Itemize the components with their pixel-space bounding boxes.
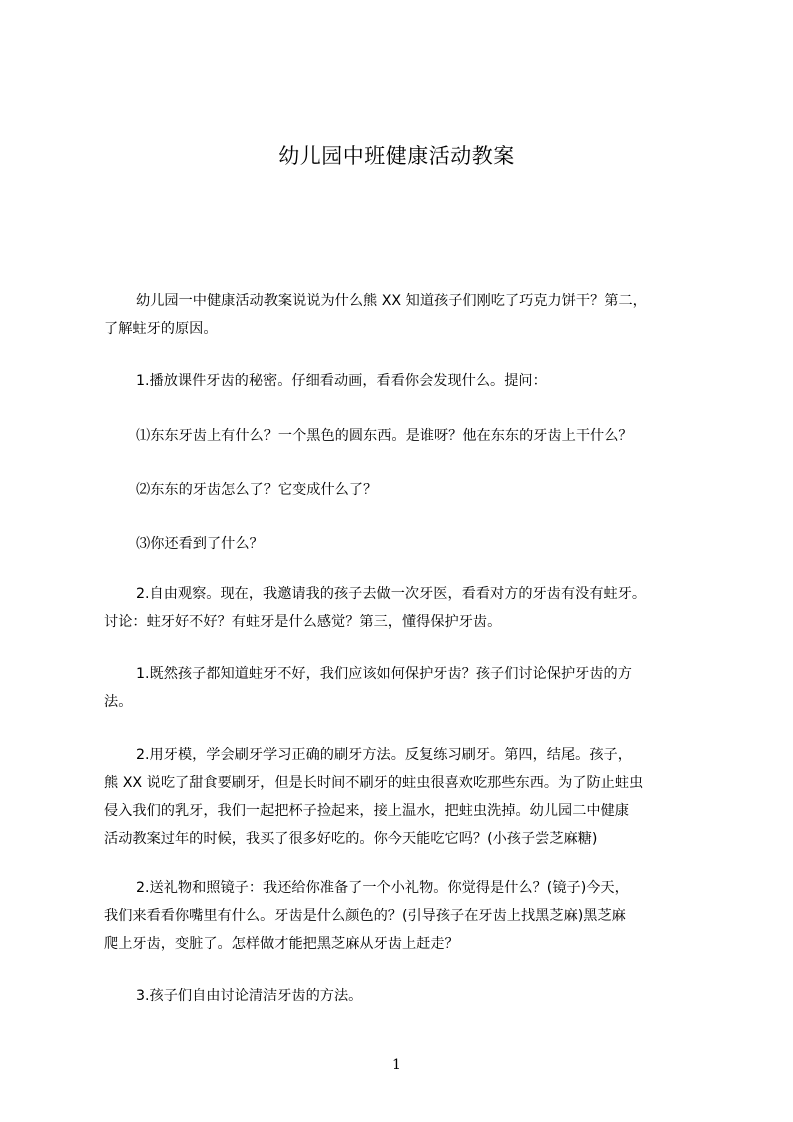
paragraph: [104, 741, 704, 853]
paragraph-line: 我们来看看你嘴里有什么。牙齿是什么颜色的？(引导孩子在牙齿上找黑芝麻)黑芝麻: [104, 908, 626, 924]
paragraph: [104, 287, 704, 343]
paragraph-line: 2.送礼物和照镜子：我还给你准备了一个小礼物。你觉得是什么？(镜子)今天，: [136, 880, 629, 896]
paragraph: [104, 660, 704, 716]
paragraph: [104, 476, 704, 504]
page-number: 1: [392, 1057, 401, 1073]
paragraph: [104, 982, 704, 1010]
paragraph: [104, 367, 704, 395]
paragraph-line: 幼儿园一中健康活动教案说说为什么熊 XX 知道孩子们刚吃了巧克力饼干？第二，: [136, 293, 647, 309]
paragraph: [104, 580, 704, 636]
paragraph-line: 活动教案过年的时候，我买了很多好吃的。你今天能吃它吗？(小孩子尝芝麻糖): [104, 831, 598, 847]
paragraph-line: 法。: [104, 694, 133, 710]
paragraph-line: ⑵东东的牙齿怎么了？它变成什么了？: [136, 482, 378, 498]
paragraph-line: 讨论：蛀牙好不好？有蛀牙是什么感觉？第三，懂得保护牙齿。: [104, 614, 502, 630]
paragraph-line: 1.播放课件牙齿的秘密。仔细看动画，看看你会发现什么。提问：: [136, 373, 547, 389]
paragraph-line: 2.用牙模，学会刷牙学习正确的刷牙方法。反复练习刷牙。第四，结尾。孩子，: [136, 747, 632, 763]
paragraph: [104, 422, 704, 450]
paragraph-line: 了解蛀牙的原因。: [104, 321, 218, 337]
paragraph-line: ⑴东东牙齿上有什么？一个黑色的圆东西。是谁呀？他在东东的牙齿上干什么？: [136, 428, 633, 444]
paragraph-line: 2.自由观察。现在，我邀请我的孩子去做一次牙医，看看对方的牙齿有没有蛀牙。: [136, 586, 647, 602]
paragraph: [104, 530, 704, 558]
document-title: 幼儿园中班健康活动教案: [278, 144, 515, 168]
paragraph-line: 爬上牙齿，变脏了。怎样做才能把黑芝麻从牙齿上赶走？: [104, 936, 459, 952]
paragraph-line: 熊 XX 说吃了甜食要刷牙，但是长时间不刷牙的蛀虫很喜欢吃那些东西。为了防止蛀虫: [104, 775, 644, 791]
paragraph-line: 3.孩子们自由讨论清洁牙齿的方法。: [136, 988, 363, 1004]
paragraph-line: 侵入我们的乳牙，我们一起把杯子捡起来，接上温水，把蛀虫洗掉。幼儿园二中健康: [104, 803, 629, 819]
paragraph-line: 1.既然孩子都知道蛀牙不好，我们应该如何保护牙齿？孩子们讨论保护牙齿的方: [136, 666, 632, 682]
paragraph: [104, 874, 704, 958]
paragraph-line: ⑶你还看到了什么？: [136, 536, 264, 552]
